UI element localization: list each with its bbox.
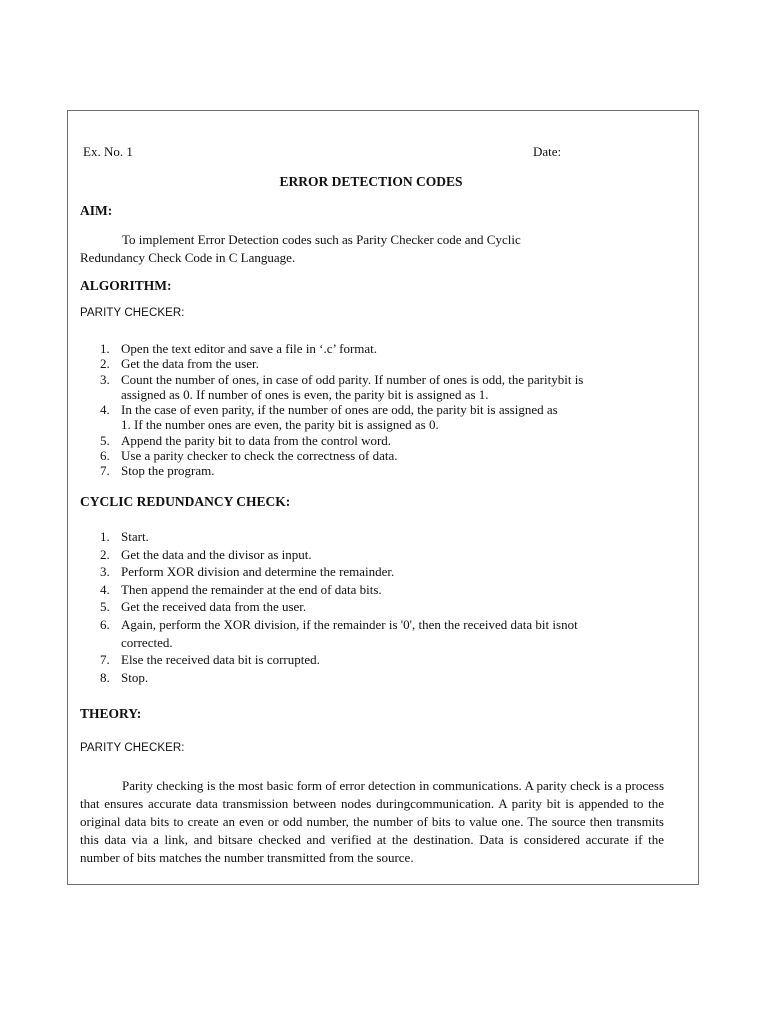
step-text: Again, perform the XOR division, if the remainder is '0', then the received data bit isnot (121, 616, 578, 632)
step-number: 5. (100, 599, 110, 615)
parity-steps-list (95, 341, 583, 479)
step-number: 3. (100, 564, 110, 580)
list-item (95, 598, 578, 616)
exercise-number: Ex. No. 1 (83, 144, 133, 159)
list-item (95, 669, 578, 687)
list-item (95, 448, 583, 463)
crc-steps-list (95, 528, 578, 686)
list-item (95, 356, 583, 371)
list-item (95, 372, 583, 403)
step-number: 7. (100, 463, 110, 479)
step-text: Get the data and the divisor as input. (121, 546, 312, 562)
parity-checker-heading: PARITY CHECKER: (80, 307, 185, 319)
document-title: ERROR DETECTION CODES (279, 174, 463, 189)
list-item (95, 402, 583, 433)
step-text: Stop. (121, 669, 149, 685)
step-number: 4. (100, 402, 110, 418)
theory-paragraph: Parity checking is the most basic form of error detection in communications. A parity check is a process that ensures accurate data transmission between nodes duringcommunication. A parity bit is appended to the original data bits to create an even or odd number, the number of bits to value one. The source then transmits this data via a link, and bitsare checked and verified at the destination. Data is considered accurate if the number of bits matches the number transmitted from the source. (80, 778, 664, 865)
step-number: 1. (100, 341, 110, 356)
list-item (95, 581, 578, 599)
step-number: 4. (100, 581, 110, 597)
aim-text-line-1: To implement Error Detection codes such as Parity Checker code and Cyclic (122, 232, 521, 247)
step-number: 7. (100, 652, 110, 668)
list-item (95, 528, 578, 546)
crc-heading: CYCLIC REDUNDANCY CHECK: (80, 494, 291, 509)
algorithm-heading: ALGORITHM: (80, 278, 172, 293)
step-number: 8. (100, 669, 110, 685)
step-text: In the case of even parity, if the number of ones are odd, the parity bit is assigned as (121, 402, 558, 418)
list-item (95, 546, 578, 564)
step-text: Count the number of ones, in case of odd parity. If number of ones is odd, the paritybit is (121, 371, 584, 387)
step-text: Start. (121, 529, 149, 544)
aim-text-line-2: Redundancy Check Code in C Language. (80, 250, 296, 265)
step-text: Open the text editor and save a file in ‘.c’ format. (121, 341, 378, 356)
aim-heading: AIM: (80, 203, 113, 218)
step-number: 2. (100, 356, 110, 372)
step-text: Append the parity bit to data from the control word. (121, 432, 392, 448)
step-text: Perform XOR division and determine the remainder. (121, 564, 395, 580)
list-item (95, 616, 578, 651)
step-text-continued: corrected. (121, 634, 173, 650)
list-item (95, 433, 583, 448)
step-text: Get the data from the user. (121, 356, 259, 372)
step-text: Stop the program. (121, 463, 215, 479)
step-number: 1. (100, 529, 110, 544)
theory-heading: THEORY: (80, 706, 142, 721)
step-text: Else the received data bit is corrupted. (121, 652, 320, 668)
step-text-continued: 1. If the number ones are even, the parity bit is assigned as 0. (121, 417, 439, 433)
step-text: Get the received data from the user. (121, 599, 307, 615)
step-number: 3. (100, 371, 110, 387)
step-text-continued: assigned as 0. If number of ones is even, the parity bit is assigned as 1. (121, 386, 489, 402)
step-text: Then append the remainder at the end of data bits. (121, 581, 382, 597)
list-item (95, 651, 578, 669)
theory-parity-checker-heading: PARITY CHECKER: (80, 742, 185, 754)
step-number: 2. (100, 546, 110, 562)
step-number: 6. (100, 448, 110, 464)
step-text: Use a parity checker to check the correctness of data. (121, 448, 398, 464)
step-number: 5. (100, 432, 110, 448)
list-item (95, 563, 578, 581)
date-label: Date: (533, 144, 562, 159)
list-item (95, 341, 583, 356)
step-number: 6. (100, 616, 110, 632)
list-item (95, 463, 583, 478)
